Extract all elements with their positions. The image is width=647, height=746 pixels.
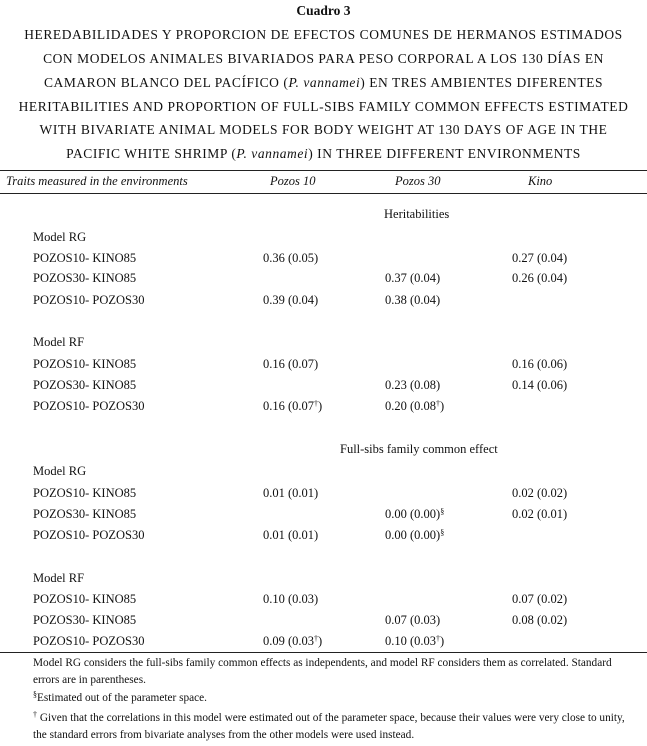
cell-kino: 0.26 (0.04) (512, 271, 568, 285)
caption-line-6: PACIFIC WHITE SHRIMP (P. vannamei) IN THREE DIFFERENT ENVIRONMENTS (66, 146, 581, 161)
row-label: POZOS10- KINO85 (33, 357, 137, 371)
note-models: Model RG considers the full-sibs family common effects as independents, and model RF considers them as correlated. Standard errors are in parentheses. (33, 657, 612, 686)
bottom-rule (0, 652, 647, 653)
row-label: POZOS10- KINO85 (33, 251, 137, 265)
cell-pozos10: 0.39 (0.04) (263, 293, 319, 307)
model-label-rf: Model RF (33, 571, 85, 585)
section-heritabilities: Heritabilities (384, 207, 450, 221)
cell-pozos30: 0.00 (0.00)§ (385, 507, 445, 521)
row-label: POZOS10- POZOS30 (33, 634, 145, 648)
row-label: POZOS10- POZOS30 (33, 528, 145, 542)
cell-pozos30: 0.37 (0.04) (385, 271, 441, 285)
row-label: POZOS10- KINO85 (33, 592, 137, 606)
cell-kino: 0.02 (0.02) (512, 486, 568, 500)
cell-pozos10: 0.16 (0.07†) (263, 399, 323, 413)
caption-line-1: HEREDABILIDADES Y PROPORCION DE EFECTOS COMUNES DE HERMANOS ESTIMADOS (24, 27, 623, 42)
row-label: POZOS30- KINO85 (33, 613, 137, 627)
caption-line-3: CAMARON BLANCO DEL PACÍFICO (P. vannamei) EN TRES AMBIENTES DIFERENTES (43, 75, 604, 90)
row-label: POZOS10- KINO85 (33, 486, 137, 500)
model-label-rg: Model RG (33, 230, 87, 244)
cell-kino: 0.14 (0.06) (512, 378, 568, 392)
cell-kino: 0.27 (0.04) (512, 251, 568, 265)
cell-pozos30: 0.00 (0.00)§ (385, 528, 445, 542)
cell-pozos10: 0.16 (0.07) (263, 357, 319, 371)
model-label-rg: Model RG (33, 464, 87, 478)
caption-line-2: CON MODELOS ANIMALES BIVARIADOS PARA PESO CORPORAL A LOS 130 DÍAS EN (43, 51, 604, 66)
cell-pozos10: 0.01 (0.01) (263, 528, 319, 542)
table-caption-title: Cuadro 3 (296, 3, 351, 18)
cell-kino: 0.02 (0.01) (512, 507, 568, 521)
row-label: POZOS30- KINO85 (33, 507, 137, 521)
section-common-effect: Full-sibs family common effect (340, 442, 498, 456)
cell-pozos10: 0.36 (0.05) (263, 251, 319, 265)
header-pozos10: Pozos 10 (270, 174, 316, 188)
model-label-rf: Model RF (33, 335, 85, 349)
cell-pozos30: 0.20 (0.08†) (385, 399, 445, 413)
cell-kino: 0.07 (0.02) (512, 592, 568, 606)
cell-pozos10: 0.09 (0.03†) (263, 634, 323, 648)
cell-kino: 0.08 (0.02) (512, 613, 568, 627)
cell-pozos30: 0.10 (0.03†) (385, 634, 445, 648)
cell-pozos30: 0.38 (0.04) (385, 293, 441, 307)
header-pozos30: Pozos 30 (395, 174, 441, 188)
caption-line-4: HERITABILITIES AND PROPORTION OF FULL-SIBS FAMILY COMMON EFFECTS ESTIMATED (18, 99, 629, 114)
header-rule (0, 193, 647, 194)
cell-pozos30: 0.23 (0.08) (385, 378, 441, 392)
cell-pozos10: 0.01 (0.01) (263, 486, 319, 500)
cell-pozos30: 0.07 (0.03) (385, 613, 441, 627)
row-label: POZOS30- KINO85 (33, 378, 137, 392)
note-parameter-space: §Estimated out of the parameter space. (33, 690, 208, 704)
header-traits: Traits measured in the environments (6, 174, 188, 188)
top-rule (0, 170, 647, 171)
row-label: POZOS10- POZOS30 (33, 293, 145, 307)
row-label: POZOS30- KINO85 (33, 271, 137, 285)
cell-kino: 0.16 (0.06) (512, 357, 568, 371)
header-kino: Kino (528, 174, 553, 188)
note-standard-errors: † Given that the correlations in this model were estimated out of the parameter space, because their values were very close to unity, the standard errors from bivariate analyses from the other models were used instead. (33, 710, 625, 741)
row-label: POZOS10- POZOS30 (33, 399, 145, 413)
caption-line-5: WITH BIVARIATE ANIMAL MODELS FOR BODY WEIGHT AT 130 DAYS OF AGE IN THE (39, 122, 608, 137)
cell-pozos10: 0.10 (0.03) (263, 592, 319, 606)
